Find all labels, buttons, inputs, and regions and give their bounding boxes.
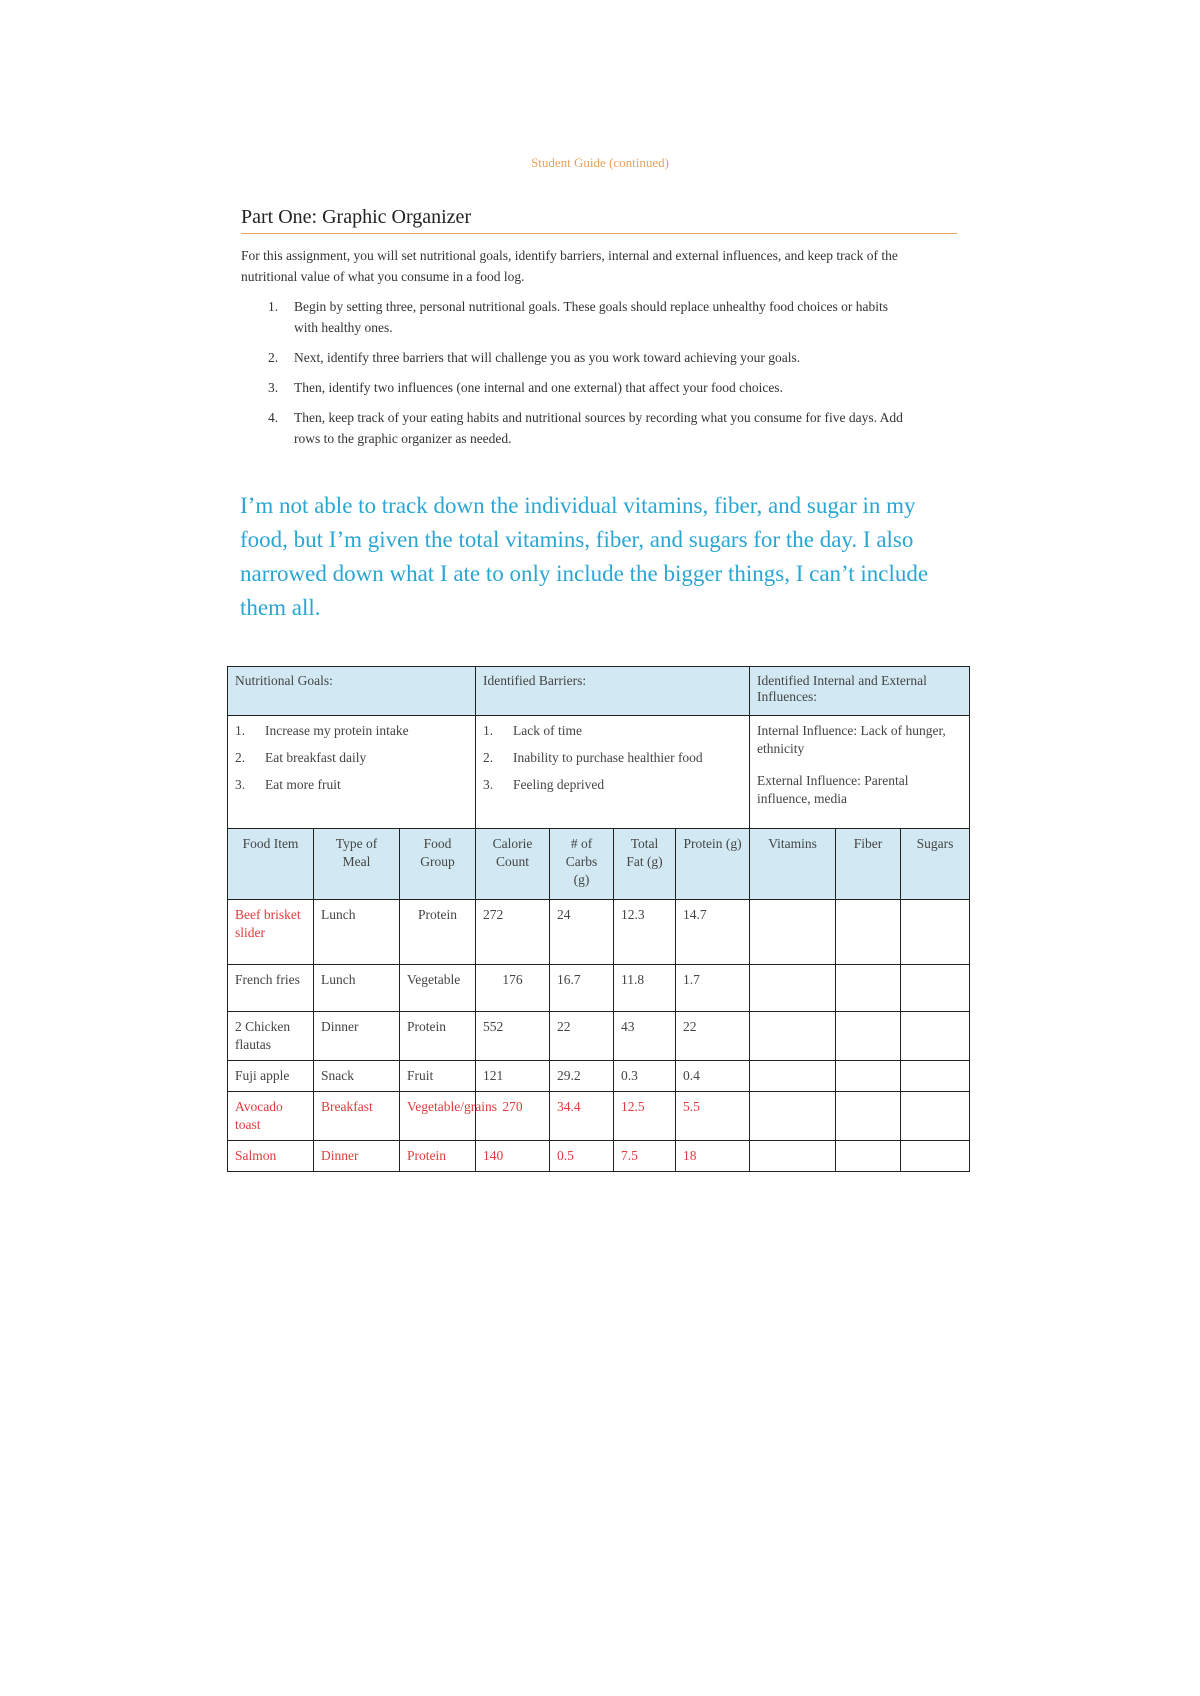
col-header-sugars: Sugars bbox=[901, 829, 970, 900]
goal-text: Increase my protein intake bbox=[265, 723, 409, 738]
food-group-cell: Protein bbox=[400, 1012, 476, 1061]
influences-cell bbox=[750, 716, 970, 829]
protein-cell: 22 bbox=[676, 1012, 750, 1061]
food-item-cell: Salmon bbox=[228, 1141, 314, 1172]
protein-cell: 0.4 bbox=[676, 1061, 750, 1092]
step-number: 1. bbox=[268, 299, 279, 314]
food-item-cell: French fries bbox=[228, 965, 314, 1012]
calories-cell: 272 bbox=[476, 900, 550, 965]
fiber-cell bbox=[836, 1092, 901, 1141]
food-log-row bbox=[228, 1061, 970, 1092]
food-item-cell: 2 Chicken flautas bbox=[228, 1012, 314, 1061]
instruction-step bbox=[268, 377, 908, 398]
barrier-number: 3. bbox=[483, 777, 494, 792]
barrier-text: Feeling deprived bbox=[513, 777, 605, 792]
col-header-calories: Calorie Count bbox=[476, 829, 550, 900]
organizer-header-row bbox=[228, 667, 970, 716]
fiber-cell bbox=[836, 1012, 901, 1061]
fat-cell: 7.5 bbox=[614, 1141, 676, 1172]
influences-header: Identified Internal and External Influences: bbox=[750, 667, 970, 716]
sugars-cell bbox=[901, 1012, 970, 1061]
goal-item bbox=[235, 749, 468, 767]
food-group-cell: Vegetable/grains bbox=[400, 1092, 476, 1141]
col-header-food-group: Food Group bbox=[400, 829, 476, 900]
calories-cell: 140 bbox=[476, 1141, 550, 1172]
intro-paragraph: For this assignment, you will set nutritional goals, identify barriers, internal and external influences, and keep track of the nutritional value of what you consume in a food log. bbox=[241, 248, 898, 284]
instruction-list bbox=[268, 296, 908, 458]
fat-cell: 11.8 bbox=[614, 965, 676, 1012]
carbs-cell: 29.2 bbox=[550, 1061, 614, 1092]
step-number: 4. bbox=[268, 410, 279, 425]
goal-text: Eat more fruit bbox=[265, 777, 341, 792]
student-note: I’m not able to track down the individual vitamins, fiber, and sugar in my food, but I’m given the total vitamins, fiber, and sugars for the day. I also narrowed down what I ate to only include the bigger things, I can’t include them all. bbox=[240, 493, 929, 620]
fiber-cell bbox=[836, 1141, 901, 1172]
food-item-cell: Beef brisket slider bbox=[228, 900, 314, 965]
carbs-cell: 16.7 bbox=[550, 965, 614, 1012]
col-header-meal-type: Type of Meal bbox=[314, 829, 400, 900]
carbs-cell: 0.5 bbox=[550, 1141, 614, 1172]
meal-type-cell: Dinner bbox=[314, 1012, 400, 1061]
step-text: Next, identify three barriers that will challenge you as you work toward achieving your goals. bbox=[294, 350, 801, 365]
protein-cell: 1.7 bbox=[676, 965, 750, 1012]
food-item-cell: Avocado toast bbox=[228, 1092, 314, 1141]
protein-cell: 14.7 bbox=[676, 900, 750, 965]
barrier-number: 1. bbox=[483, 723, 494, 738]
col-header-food-item: Food Item bbox=[228, 829, 314, 900]
fat-cell: 0.3 bbox=[614, 1061, 676, 1092]
food-log-column-headers bbox=[228, 829, 970, 900]
external-influence: External Influence: Parental influence, media bbox=[757, 773, 909, 806]
barrier-item bbox=[483, 749, 742, 767]
food-group-cell: Vegetable bbox=[400, 965, 476, 1012]
fat-cell: 12.5 bbox=[614, 1092, 676, 1141]
vitamins-cell bbox=[750, 965, 836, 1012]
goal-item bbox=[235, 776, 468, 794]
barriers-cell bbox=[476, 716, 750, 829]
barrier-text: Lack of time bbox=[513, 723, 582, 738]
instruction-step bbox=[268, 347, 908, 368]
calories-cell: 552 bbox=[476, 1012, 550, 1061]
vitamins-cell bbox=[750, 900, 836, 965]
protein-cell: 18 bbox=[676, 1141, 750, 1172]
vitamins-cell bbox=[750, 1141, 836, 1172]
food-log-row bbox=[228, 965, 970, 1012]
col-header-vitamins: Vitamins bbox=[750, 829, 836, 900]
meal-type-cell: Lunch bbox=[314, 900, 400, 965]
col-header-carbs: # of Carbs (g) bbox=[550, 829, 614, 900]
calories-cell: 270 bbox=[476, 1092, 550, 1141]
meal-type-cell: Dinner bbox=[314, 1141, 400, 1172]
step-number: 3. bbox=[268, 380, 279, 395]
instruction-step bbox=[268, 296, 908, 338]
sugars-cell bbox=[901, 1141, 970, 1172]
goals-row bbox=[228, 716, 970, 829]
barrier-text: Inability to purchase healthier food bbox=[513, 750, 703, 765]
instruction-step bbox=[268, 407, 908, 449]
step-number: 2. bbox=[268, 350, 279, 365]
calories-cell: 121 bbox=[476, 1061, 550, 1092]
goals-header: Nutritional Goals: bbox=[228, 667, 476, 716]
vitamins-cell bbox=[750, 1092, 836, 1141]
food-log-row bbox=[228, 1141, 970, 1172]
barrier-item bbox=[483, 776, 742, 794]
part-title: Part One: Graphic Organizer bbox=[241, 206, 957, 234]
food-group-cell: Protein bbox=[400, 900, 476, 965]
goal-number: 2. bbox=[235, 750, 246, 765]
goal-number: 3. bbox=[235, 777, 246, 792]
vitamins-cell bbox=[750, 1061, 836, 1092]
food-log-row bbox=[228, 1092, 970, 1141]
meal-type-cell: Lunch bbox=[314, 965, 400, 1012]
food-log-row bbox=[228, 1012, 970, 1061]
carbs-cell: 22 bbox=[550, 1012, 614, 1061]
col-header-fat: Total Fat (g) bbox=[614, 829, 676, 900]
fat-cell: 12.3 bbox=[614, 900, 676, 965]
food-group-cell: Protein bbox=[400, 1141, 476, 1172]
fiber-cell bbox=[836, 900, 901, 965]
fiber-cell bbox=[836, 965, 901, 1012]
col-header-protein: Protein (g) bbox=[676, 829, 750, 900]
sugars-cell bbox=[901, 1061, 970, 1092]
barrier-number: 2. bbox=[483, 750, 494, 765]
food-log-row bbox=[228, 900, 970, 965]
graphic-organizer-table bbox=[227, 666, 970, 1172]
step-text: Then, keep track of your eating habits and nutritional sources by recording what you consume for five days. Add rows to the graphic organizer as needed. bbox=[294, 410, 903, 446]
meal-type-cell: Breakfast bbox=[314, 1092, 400, 1141]
carbs-cell: 34.4 bbox=[550, 1092, 614, 1141]
step-text: Begin by setting three, personal nutritional goals. These goals should replace unhealthy food choices or habits with healthy ones. bbox=[294, 299, 888, 335]
vitamins-cell bbox=[750, 1012, 836, 1061]
goal-number: 1. bbox=[235, 723, 246, 738]
col-header-fiber: Fiber bbox=[836, 829, 901, 900]
food-item-cell: Fuji apple bbox=[228, 1061, 314, 1092]
food-group-cell: Fruit bbox=[400, 1061, 476, 1092]
internal-influence: Internal Influence: Lack of hunger, ethnicity bbox=[757, 723, 946, 756]
goal-item bbox=[235, 722, 468, 740]
calories-cell: 176 bbox=[476, 965, 550, 1012]
barriers-header: Identified Barriers: bbox=[476, 667, 750, 716]
goal-text: Eat breakfast daily bbox=[265, 750, 367, 765]
sugars-cell bbox=[901, 1092, 970, 1141]
step-text: Then, identify two influences (one internal and one external) that affect your food choices. bbox=[294, 380, 783, 395]
barrier-item bbox=[483, 722, 742, 740]
carbs-cell: 24 bbox=[550, 900, 614, 965]
sugars-cell bbox=[901, 900, 970, 965]
fat-cell: 43 bbox=[614, 1012, 676, 1061]
page-header-caption: Student Guide (continued) bbox=[531, 155, 669, 170]
sugars-cell bbox=[901, 965, 970, 1012]
protein-cell: 5.5 bbox=[676, 1092, 750, 1141]
fiber-cell bbox=[836, 1061, 901, 1092]
meal-type-cell: Snack bbox=[314, 1061, 400, 1092]
goals-cell bbox=[228, 716, 476, 829]
